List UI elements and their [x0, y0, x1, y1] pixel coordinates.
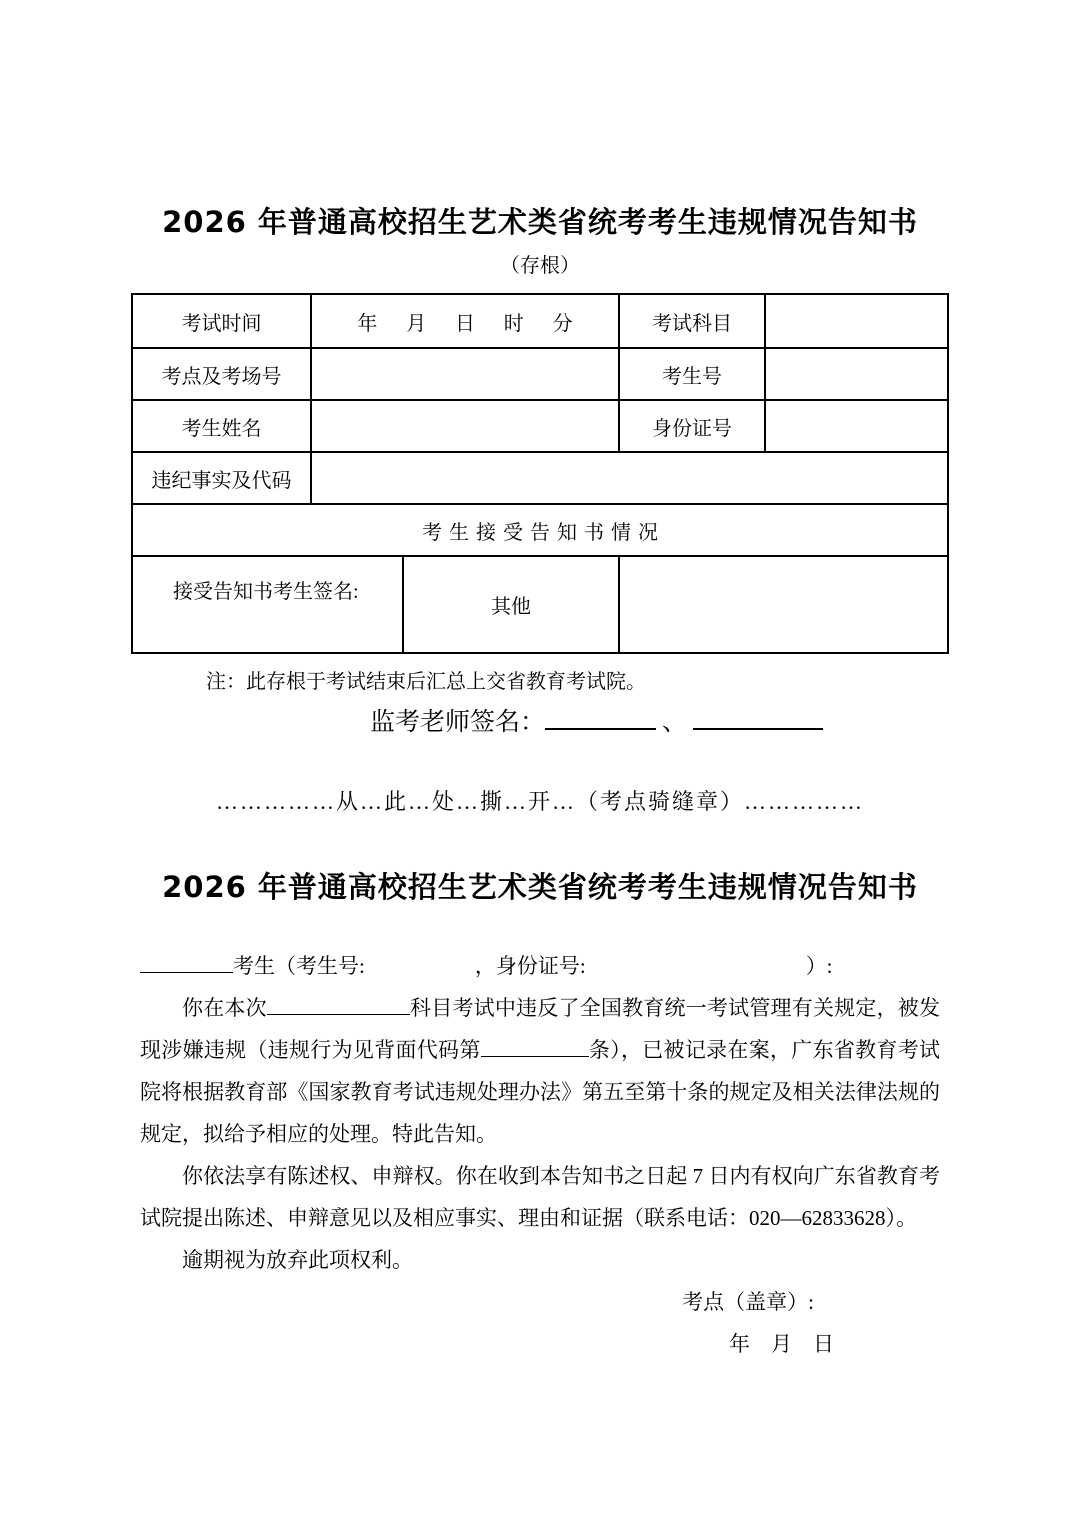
- invigilator-signature-label: 监考老师签名：: [370, 709, 546, 736]
- candidate-name-blank: [140, 951, 233, 973]
- site-room-label-cell: 考点及考场号: [133, 349, 310, 399]
- id-number-label-cell: 身份证号: [620, 401, 764, 451]
- signature-separator: 、: [662, 709, 688, 736]
- date-line: 年 月 日: [729, 1332, 834, 1356]
- notice-title: 2026 年普通高校招生艺术类省统考考生违规情况告知书: [162, 870, 918, 904]
- site-room-value-cell: [312, 349, 618, 399]
- exam-subject-value-cell: [766, 295, 947, 347]
- acceptance-signature-cell: 接受告知书考生签名:: [133, 557, 402, 652]
- stamp-label: 考点（盖章）:: [682, 1290, 814, 1314]
- salutation-closing: ）:: [805, 954, 833, 978]
- exam-time-label-cell: 考试时间: [133, 295, 310, 347]
- violation-facts-value-cell: [312, 453, 947, 503]
- invigilator-signature-line: [140, 703, 940, 742]
- candidate-no-label-cell: 考生号: [620, 349, 764, 399]
- para1-seg3: 条），已被记录在案，广东省教育考试院将根据教育部《国家教育考试违规处理办法》第五至第十条的规定及相关法律法规的规定，拟给予相应的处理。特此告知。: [140, 1038, 941, 1146]
- invigilator-blank-1: [545, 703, 656, 730]
- exam-subject-label-cell: 考试科目: [620, 295, 764, 347]
- candidate-name-label-cell: 考生姓名: [133, 401, 310, 451]
- exam-time-value-cell: 年 月 日 时 分: [312, 295, 618, 347]
- stub-note: 注：此存根于考试结束后汇总上交省教育考试院。: [206, 671, 646, 693]
- salutation-line: [140, 945, 940, 987]
- violation-facts-label-cell: 违纪事实及代码: [133, 453, 310, 503]
- notice-body: [140, 945, 940, 1365]
- para1-seg1: 你在本次: [182, 996, 267, 1020]
- other-value-cell: [620, 557, 947, 652]
- salutation-id-label: ，身份证号:: [474, 954, 586, 978]
- violation-stub-table: [131, 293, 949, 654]
- notice-paragraph-3: 逾期视为放弃此项权利。: [182, 1248, 413, 1272]
- notice-paragraph-1: [140, 987, 940, 1155]
- salutation-candidate-suffix: 考生（考生号:: [233, 954, 365, 978]
- candidate-name-value-cell: [312, 401, 618, 451]
- document-sheet: [140, 0, 940, 1365]
- subject-blank: [267, 993, 410, 1015]
- id-number-value-cell: [766, 401, 947, 451]
- stub-subtitle: （存根）: [500, 255, 580, 277]
- tear-line: ……………从…此…处…撕…开…（考点骑缝章）……………: [215, 789, 864, 814]
- code-blank: [481, 1035, 589, 1057]
- stub-title: 2026 年普通高校招生艺术类省统考考生违规情况告知书: [162, 205, 918, 239]
- acceptance-header-cell: 考生接受告知书情况: [133, 505, 947, 555]
- invigilator-blank-2: [693, 703, 823, 730]
- candidate-no-gap: [365, 952, 475, 973]
- candidate-no-value-cell: [766, 349, 947, 399]
- notice-paragraph-2: 你依法享有陈述权、申辩权。你在收到本告知书之日起 7 日内有权向广东省教育考试院提出陈述、申辩意见以及相应事实、理由和证据（联系电话：020—62833628）。: [140, 1164, 940, 1230]
- id-no-gap: [586, 952, 806, 973]
- para1-seg2: 科目考试中违反了全国教育统一考试管理有关规定，被发现涉嫌违规（违规行为见背面代码第: [140, 996, 940, 1062]
- other-label-cell: 其他: [404, 557, 618, 652]
